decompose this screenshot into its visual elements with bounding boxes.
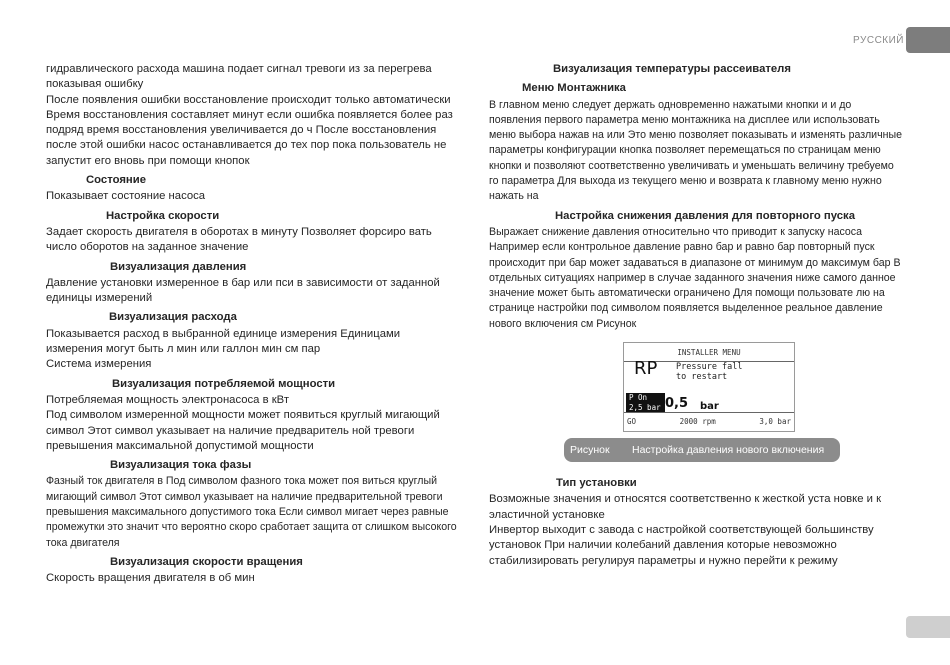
left-column: [46, 62, 458, 587]
figure-pon-label: P On: [629, 393, 648, 403]
section-heading: Тип установки: [556, 477, 637, 490]
paragraph: Фазный ток двигателя в Под символом фазного тока может поя виться круглый мигающий символ Этот символ указывает на наличие предварительной тревоги превышения максимального допустимого тока Если символ мигает через равные промежутки это значит что вероятно скоро сработает защита от слишком высокого тока двигателя: [46, 475, 457, 549]
figure-desc-line-1: Pressure fall: [676, 362, 743, 373]
page-number-tab: [906, 616, 950, 638]
figure-pon-box: [626, 393, 665, 413]
right-column-bottom: [489, 476, 904, 569]
right-column: [489, 62, 904, 569]
figure-status-go: GO: [627, 416, 637, 426]
installer-menu-figure: [623, 342, 795, 432]
section-heading: Меню Монтажника: [522, 82, 626, 95]
paragraph: Под символом измеренной мощности может появиться круглый мигающий символ Этот символ указывает на наличие предваритель ной тревоги превышения максимальной допустимой мощности: [46, 409, 440, 452]
paragraph: Инвертор выходит с завода с настройкой соответствующей большинству установок При наличии колебаний давления которые невозможно стабилизировать регулируя параметры и нужно перейти к режиму: [489, 523, 874, 567]
figure-status-pressure: 3,0 bar: [759, 416, 791, 426]
figure-unit: bar: [700, 401, 719, 413]
paragraph: Система измерения: [46, 358, 152, 371]
figure-status-rpm: 2000 rpm: [679, 416, 716, 426]
section-heading: Визуализация скорости вращения: [110, 555, 303, 568]
section-heading: Настройка снижения давления для повторного пуска: [555, 209, 855, 222]
caption-text: Настройка давления нового включения: [632, 444, 825, 457]
section-heading: Настройка скорости: [106, 209, 220, 222]
paragraph: Показывается расход в выбранной единице измерения Единицами измерения могут быть л мин или галлон мин см пар: [46, 327, 401, 356]
paragraph: Скорость вращения двигателя в об мин: [46, 572, 255, 585]
figure-status-bar: [624, 412, 794, 429]
paragraph: гидравлического расхода машина подает сигнал тревоги из за перегрева показывая ошибку: [46, 63, 432, 91]
paragraph: Показывает состояние насоса: [46, 190, 206, 203]
section-heading: Состояние: [86, 174, 146, 187]
paragraph: Потребляемая мощность электронасоса в кВт: [46, 393, 290, 406]
section-heading: Визуализация потребляемой мощности: [112, 377, 336, 390]
paragraph: Возможные значения и относятся соответственно к жесткой уста новке и к эластичной установке: [489, 493, 882, 521]
paragraph: Задает скорость двигателя в оборотах в минуту Позволяет форсиро вать число оборотов на заданное значение: [46, 225, 432, 254]
figure-desc-line-2: to restart: [676, 372, 728, 383]
paragraph: Давление установки измеренное в бар или пси в зависимости от заданной единицы измерений: [46, 276, 440, 305]
figure-caption: [564, 438, 840, 462]
paragraph: Выражает снижение давления относительно что приводит к запуску насоса Например если контрольное давление равно бар и равно бар повторный пуск происходит при бар может задаваться в диапазоне от минимум до максимум бар В отдельных ситуациях например в случае заданного значения ниже самого данное значение может быть автоматически ограничено Для помощи пользовате лю на странице настройки под символом появляется выделенное реальное давление нового включения см Рисунок: [489, 225, 901, 330]
figure-parameter-code: RP: [634, 358, 658, 380]
section-heading: Визуализация расхода: [109, 311, 237, 324]
right-column-top: [489, 62, 904, 332]
section-heading: Визуализация температуры рассеивателя: [553, 63, 791, 75]
figure-pon-value: 2,5 bar: [629, 403, 661, 413]
figure-screen-title: INSTALLER MENU: [624, 345, 794, 362]
paragraph: В главном меню следует держать одновременно нажатыми кнопки и и до появления первого параметра меню монтажника на дисплее или использовать меню выбора нажав на или Это меню позволяет показывать и изменять различные параметры конфигурации кнопка позволяет перемещаться по страницам меню кнопки и позволяют соответственно увеличивать и уменьшать величину требуемо го параметра Для выхода из текущего меню и возврата к главному меню нужно нажать на: [489, 98, 902, 203]
language-tab: [906, 27, 950, 53]
caption-label: Рисунок: [570, 444, 610, 457]
paragraph: После появления ошибки восстановление происходит только автоматически Время восстановления составляет минут если ошибка появляется более раз подряд время восстановления увеличивается до ч После восстановления после этой ошибки насос останавливается до тех пор пока пользователь не запустит его вновь при помощи кнопок: [46, 93, 453, 167]
figure-value: 0,5: [665, 396, 689, 412]
section-heading: Визуализация давления: [110, 260, 247, 273]
figure-parameter-description: [676, 362, 743, 382]
language-label: РУССКИЙ: [853, 35, 904, 46]
section-heading: Визуализация тока фазы: [110, 459, 252, 472]
